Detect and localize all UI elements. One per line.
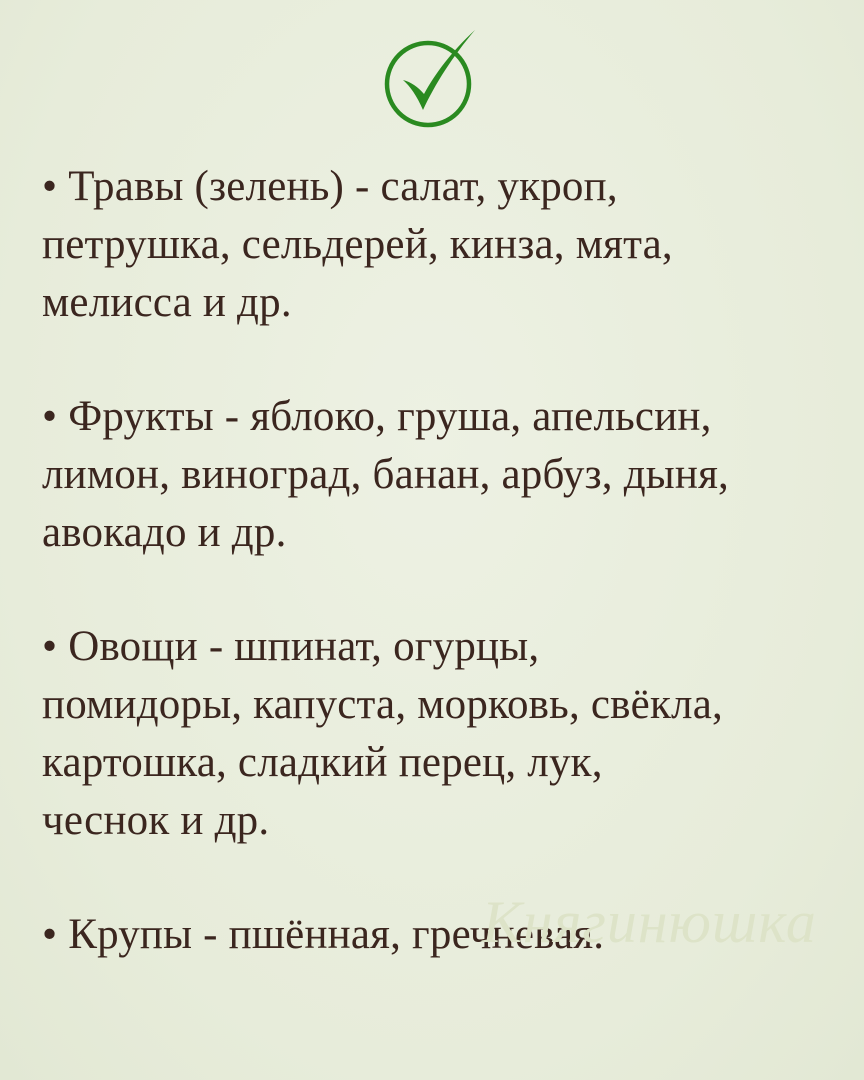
check-circle-icon (383, 26, 479, 130)
list-item-line: мелисса и др. (42, 279, 292, 326)
list-item-line: лимон, виноград, банан, арбуз, дыня, (42, 451, 730, 498)
watermark-signature: Княгинюшка (482, 889, 817, 955)
list-item-line: • Крупы - пшённая, гречневая. (42, 911, 605, 958)
list-item-line: • Фрукты - яблоко, груша, апельсин, (42, 393, 712, 440)
list-item-line: петрушка, сельдерей, кинза, мята, (42, 221, 673, 268)
list-item-line: • Травы (зелень) - салат, укроп, (42, 163, 618, 210)
list-item-line: чеснок и др. (42, 797, 270, 844)
list-item-herbs (42, 158, 842, 332)
list-item-line: помидоры, капуста, морковь, свёкла, (42, 681, 723, 728)
list-item-line: картошка, сладкий перец, лук, (42, 739, 603, 786)
list-item-line: авокадо и др. (42, 509, 287, 556)
list-item-fruits (42, 388, 842, 562)
list-item-line: • Овощи - шпинат, огурцы, (42, 623, 540, 670)
list-item-vegetables (42, 618, 842, 850)
